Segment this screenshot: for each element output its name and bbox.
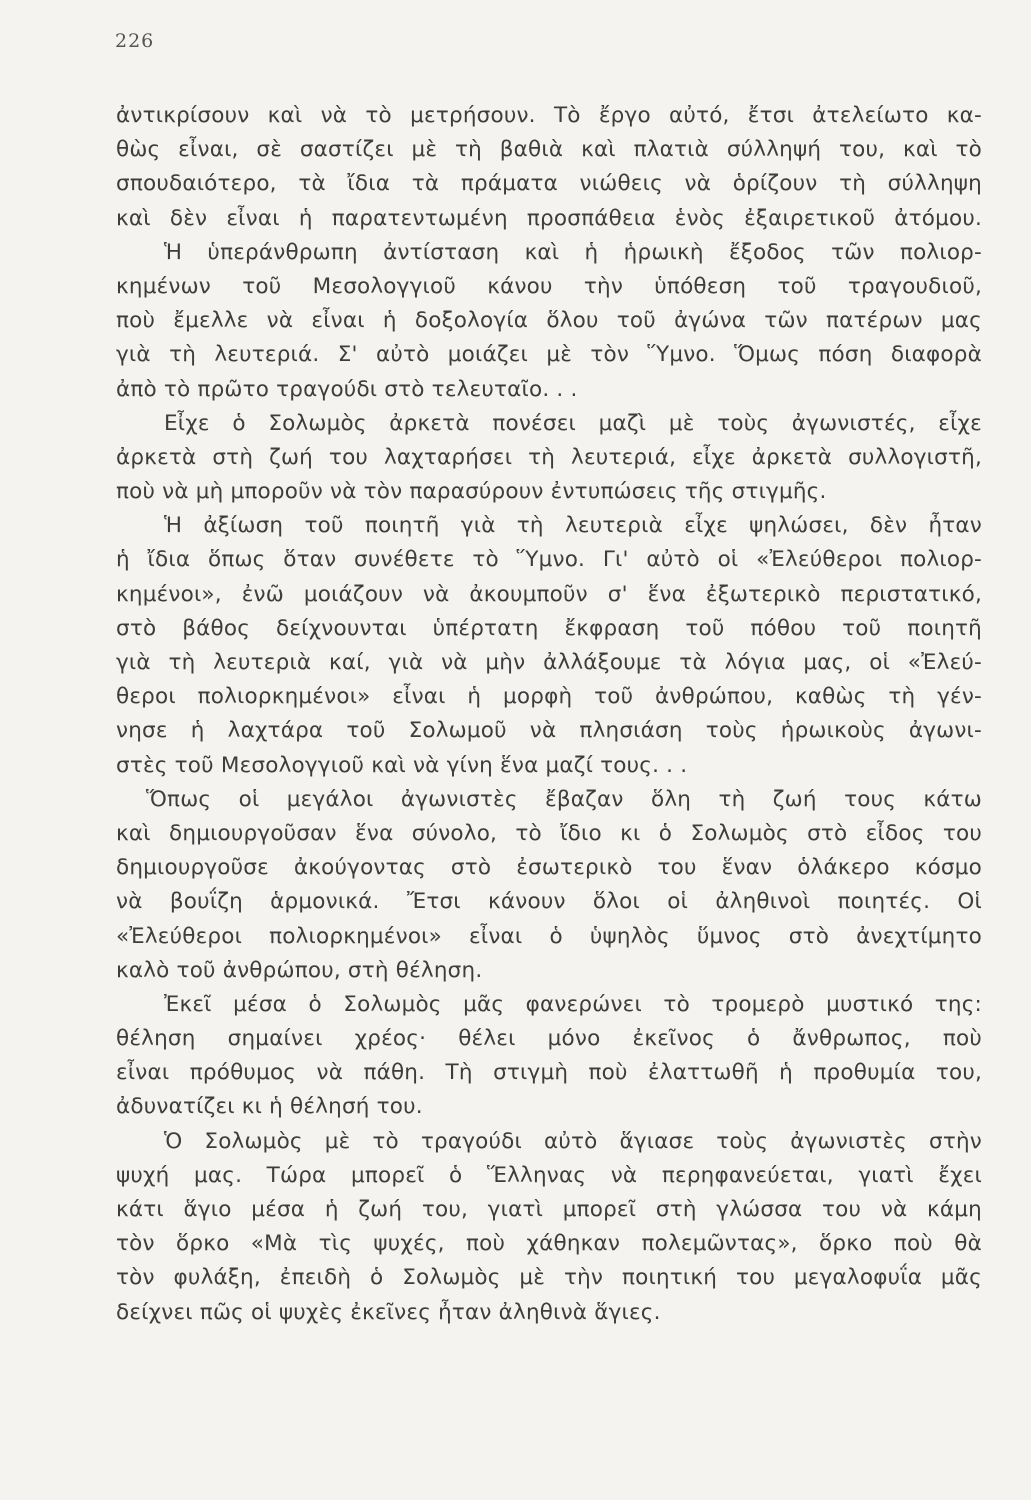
text-line: Ἡ ἀξίωση τοῦ ποιητῆ γιὰ τὴ λευτεριὰ εἶχε ψηλώσει, δὲν ἦταν	[164, 513, 982, 539]
text-line: καὶ δημιουργοῦσαν ἕνα σύνολο, τὸ ἴδιο κι ὁ Σολωμὸς στὸ εἶδος του	[116, 820, 982, 846]
text-line: γιὰ τὴ λευτεριὰ καί, γιὰ νὰ μὴν ἀλλάξουμε τὰ λόγια μας, οἱ «Ἐλεύ-	[116, 650, 982, 675]
text-line: Εἶχε ὁ Σολωμὸς ἀρκετὰ πονέσει μαζὶ μὲ τοὺς ἀγωνιστές, εἶχε	[164, 410, 982, 436]
body-text	[116, 99, 982, 1330]
text-line: ποὺ ἔμελλε νὰ εἶναι ἡ δοξολογία ὅλου τοῦ ἀγώνα τῶν πατέρων μας	[116, 308, 982, 334]
text-line: τὸν ὅρκο «Μὰ τὶς ψυχές, ποὺ χάθηκαν πολεμῶντας», ὅρκο ποὺ θὰ	[116, 1231, 982, 1257]
text-line: Ὁ Σολωμὸς μὲ τὸ τραγούδι αὐτὸ ἅγιασε τοὺς ἀγωνιστὲς στὴν	[164, 1128, 982, 1154]
text-line: ἀντικρίσουν καὶ νὰ τὸ μετρήσουν. Τὸ ἔργο αὐτό, ἔτσι ἀτελείωτο κα-	[116, 103, 982, 128]
text-line: κημένοι», ἐνῶ μοιάζουν νὰ ἀκουμποῦν σ' ἕνα ἐξωτερικὸ περιστατικό,	[116, 581, 982, 607]
text-line: καὶ δὲν εἶναι ἡ παρατεντωμένη προσπάθεια ἑνὸς ἐξαιρετικοῦ ἀτόμου.	[116, 205, 982, 231]
text-line: νησε ἡ λαχτάρα τοῦ Σολωμοῦ νὰ πλησιάση τοὺς ἡρωικοὺς ἀγωνι-	[116, 718, 982, 744]
text-line: ψυχή μας. Τώρα μπορεῖ ὁ Ἕλληνας νὰ περηφανεύεται, γιατὶ ἔχει	[116, 1162, 982, 1188]
text-line: ἀρκετὰ στὴ ζωή του λαχταρήσει τὴ λευτεριά, εἶχε ἀρκετὰ συλλογιστῆ,	[116, 444, 982, 470]
text-line: ἀδυνατίζει κι ἡ θέλησή του.	[116, 1094, 423, 1120]
text-line: θὼς εἶναι, σὲ σαστίζει μὲ τὴ βαθιὰ καὶ πλατιὰ σύλληψή του, καὶ τὸ	[116, 137, 982, 163]
text-line: ἀπὸ τὸ πρῶτο τραγούδι στὸ τελευταῖο. . .	[116, 376, 578, 402]
text-line: κάτι ἅγιο μέσα ἡ ζωή του, γιατὶ μπορεῖ στὴ γλώσσα του νὰ κάμη	[116, 1197, 982, 1222]
text-line: Ἡ ὑπεράνθρωπη ἀντίσταση καὶ ἡ ἡρωικὴ ἔξοδος τῶν πολιορ-	[164, 239, 982, 265]
text-line: «Ἐλεύθεροι πολιορκημένοι» εἶναι ὁ ὑψηλὸς ὕμνος στὸ ἀνεχτίμητο	[116, 923, 982, 949]
text-line: θέληση σημαίνει χρέος· θέλει μόνο ἐκεῖνος ὁ ἄνθρωπος, ποὺ	[116, 1026, 982, 1052]
text-line: δημιουργοῦσε ἀκούγοντας στὸ ἐσωτερικὸ του ἕναν ὁλάκερο κόσμο	[116, 855, 982, 881]
text-line: καλὸ τοῦ ἀνθρώπου, στὴ θέληση.	[116, 957, 483, 983]
text-line: στὸ βάθος δείχνουνται ὑπέρτατη ἔκφραση τοῦ πόθου τοῦ ποιητῆ	[116, 615, 982, 641]
text-line: στὲς τοῦ Μεσολογγιοῦ καὶ νὰ γίνη ἕνα μαζί τους. . .	[116, 752, 688, 778]
text-line: θεροι πολιορκημένοι» εἶναι ἡ μορφὴ τοῦ ἀνθρώπου, καθὼς τὴ γέν-	[116, 684, 982, 710]
page-number: 226	[115, 30, 155, 52]
text-line: ποὺ νὰ μὴ μποροῦν νὰ τὸν παρασύρουν ἐντυπώσεις τῆς στιγμῆς.	[116, 479, 827, 505]
text-line: τὸν φυλάξη, ἐπειδὴ ὁ Σολωμὸς μὲ τὴν ποιητική του μεγαλοφυΐα μᾶς	[116, 1265, 982, 1291]
text-line: σπουδαιότερο, τὰ ἴδια τὰ πράματα νιώθεις νὰ ὁρίζουν τὴ σύλληψη	[116, 171, 982, 197]
text-line: δείχνει πῶς οἱ ψυχὲς ἐκεῖνες ἦταν ἀληθινὰ ἅγιες.	[116, 1299, 661, 1325]
text-line: κημένων τοῦ Μεσολογγιοῦ κάνου τὴν ὑπόθεση τοῦ τραγουδιοῦ,	[116, 273, 982, 299]
text-line: γιὰ τὴ λευτεριά. Σ' αὐτὸ μοιάζει μὲ τὸν Ὕμνο. Ὅμως πόση διαφορὰ	[116, 342, 982, 368]
text-line: Ἐκεῖ μέσα ὁ Σολωμὸς μᾶς φανερώνει τὸ τρομερὸ μυστικό της:	[164, 991, 982, 1017]
text-line: εἶναι πρόθυμος νὰ πάθη. Τὴ στιγμὴ ποὺ ἐλαττωθῆ ἡ προθυμία του,	[116, 1060, 982, 1086]
text-line: νὰ βουΐζη ἁρμονικά. Ἔτσι κάνουν ὅλοι οἱ ἀληθινοὶ ποιητές. Οἱ	[116, 889, 982, 915]
text-line: ἡ ἴδια ὅπως ὅταν συνέθετε τὸ Ὕμνο. Γι' αὐτὸ οἱ «Ἐλεύθεροι πολιορ-	[116, 547, 982, 573]
text-line: Ὅπως οἱ μεγάλοι ἀγωνιστὲς ἔβαζαν ὅλη τὴ ζωή τους κάτω	[146, 786, 982, 812]
